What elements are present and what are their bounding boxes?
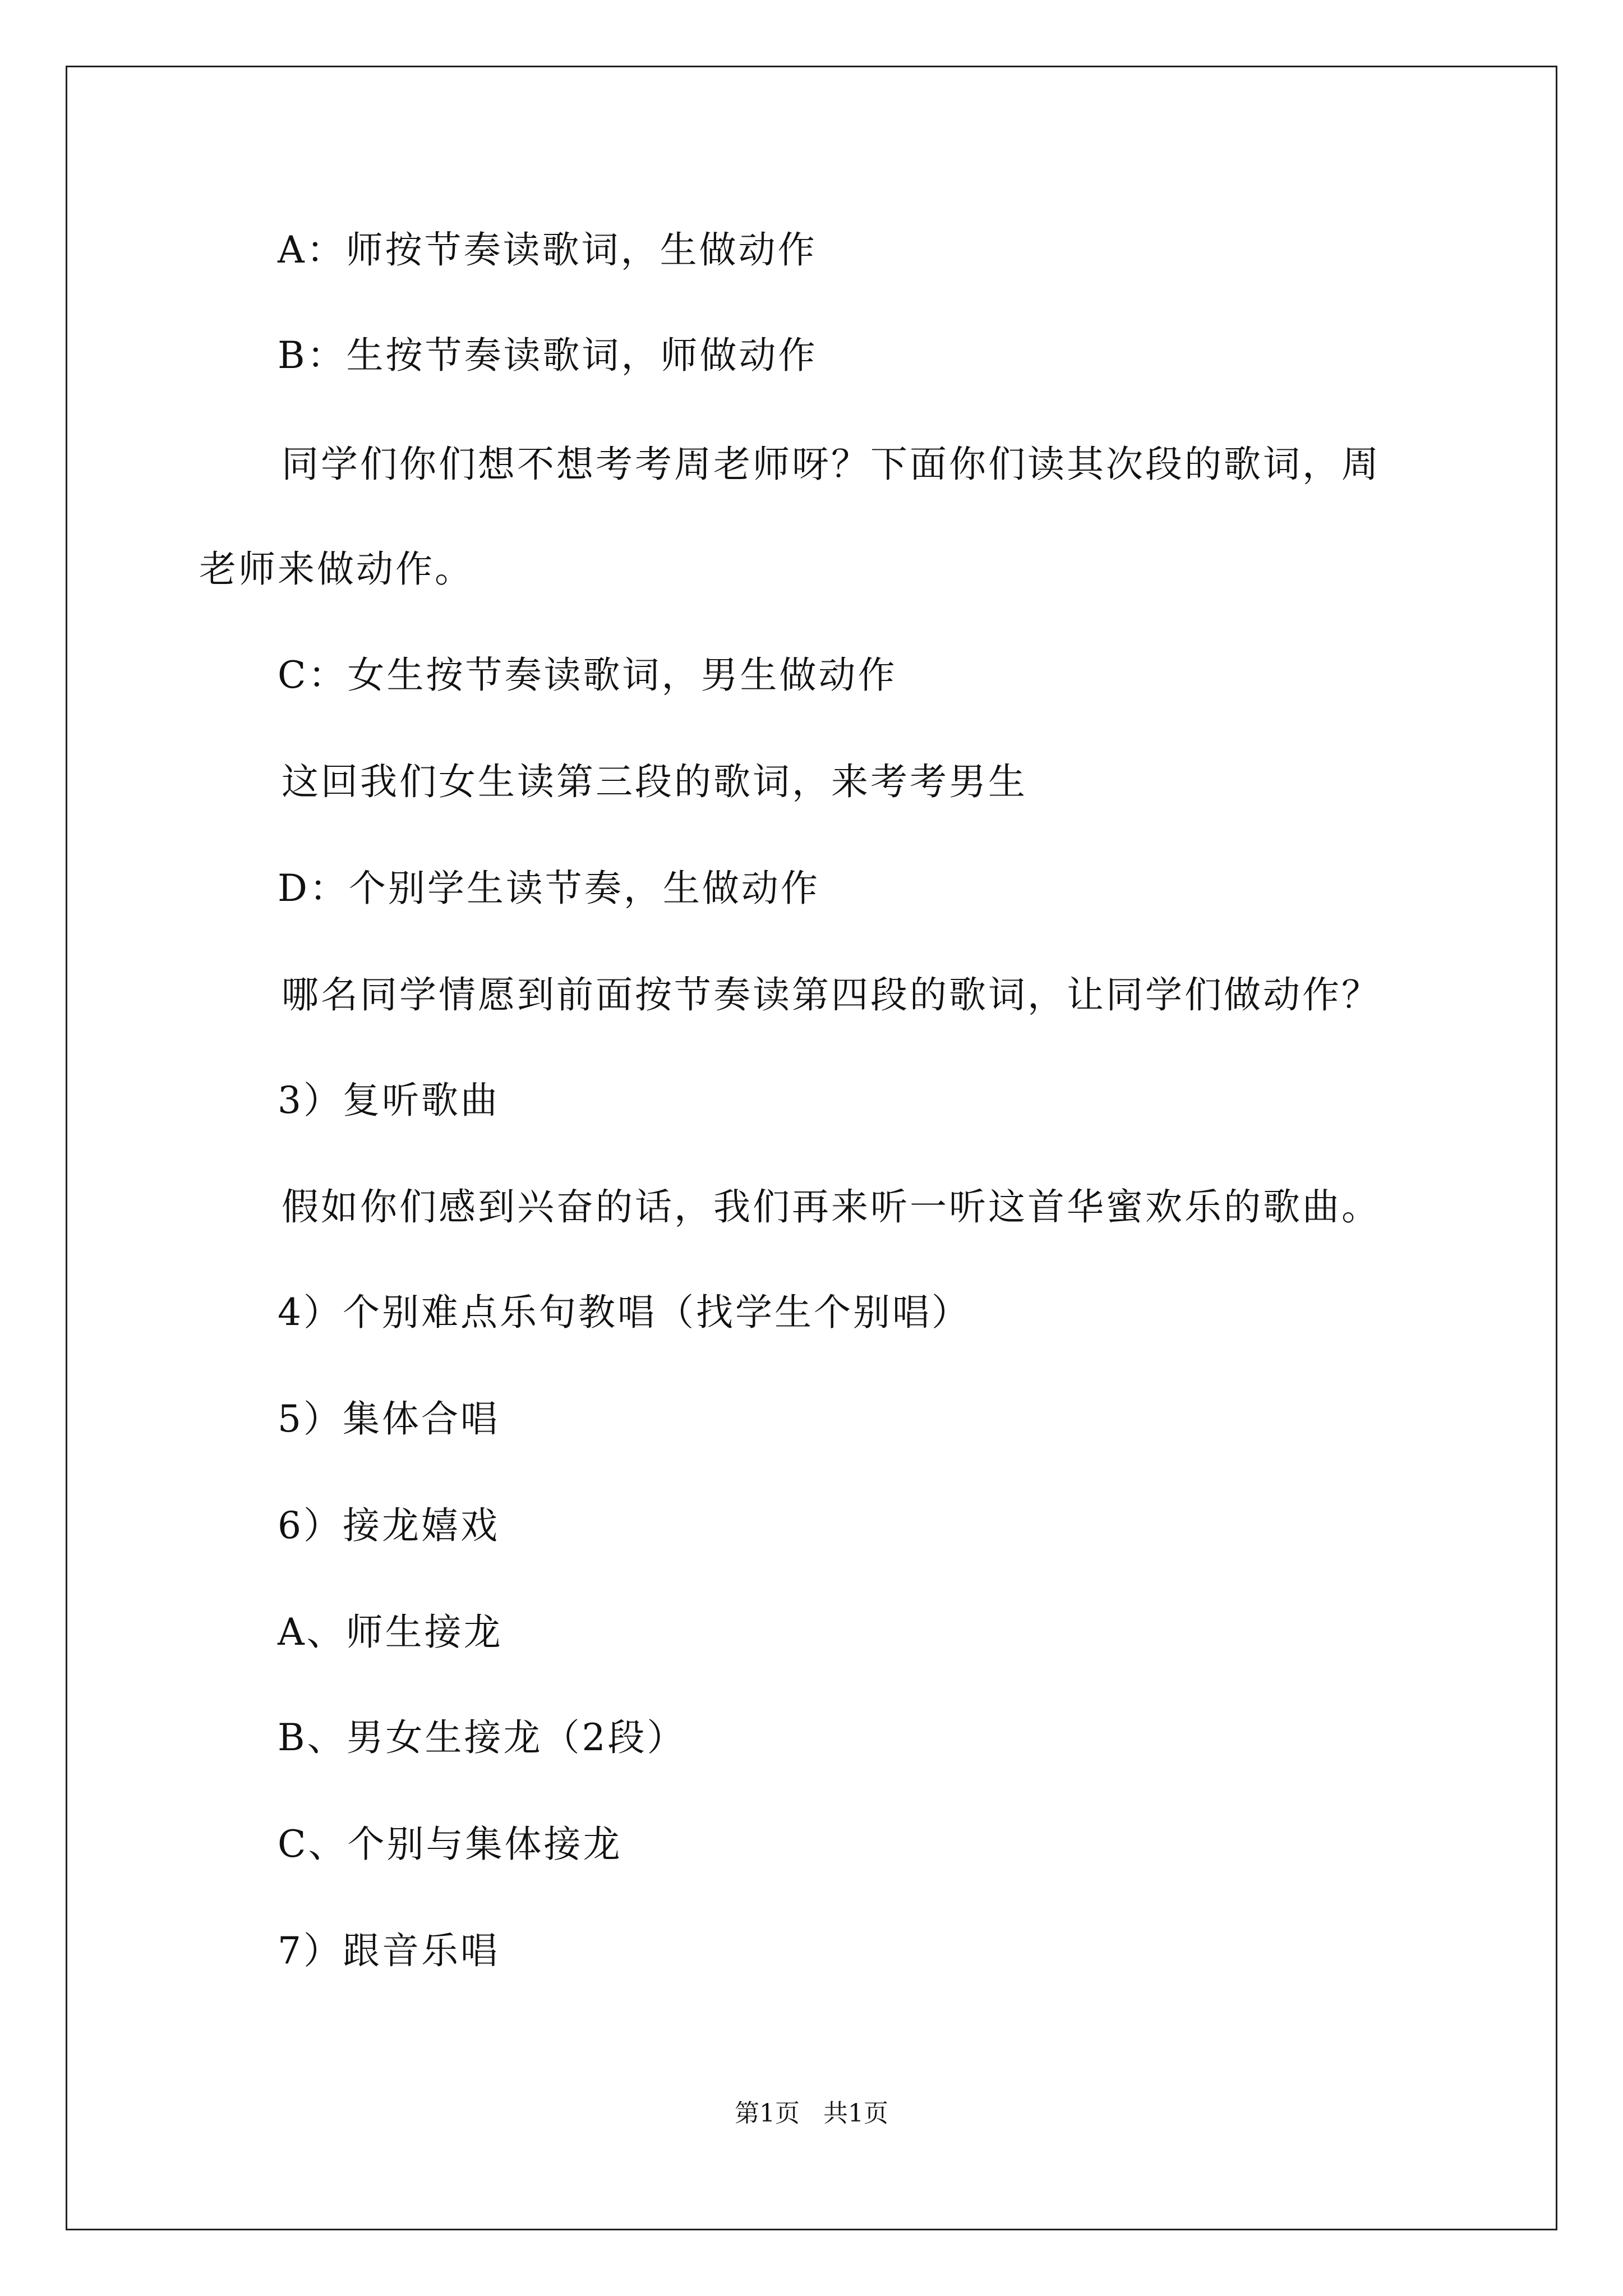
page-footer: 第1页 共1页 <box>735 2099 888 2128</box>
text-line: 6）接龙嬉戏 <box>278 1504 500 1547</box>
text-line: 4）个别难点乐句教唱（找学生个别唱） <box>278 1291 971 1334</box>
text-line: A：师按节奏读歌词，生做动作 <box>278 228 817 272</box>
text-line: C、个别与集体接龙 <box>278 1823 623 1866</box>
text-line: D：个别学生读节奏，生做动作 <box>278 867 820 910</box>
text-line: B：生按节奏读歌词，师做动作 <box>278 334 818 377</box>
text-line: 同学们你们想不想考考周老师呀？下面你们读其次段的歌词，周 <box>282 443 1381 486</box>
text-line: 这回我们女生读第三段的歌词，来考考男生 <box>282 760 1027 803</box>
text-line: B、男女生接龙（2段） <box>278 1716 686 1759</box>
text-line: 假如你们感到兴奋的话，我们再来听一听这首华蜜欢乐的歌曲。 <box>282 1185 1381 1228</box>
text-line: 3）复听歌曲 <box>278 1079 500 1122</box>
text-line: C：女生按节奏读歌词，男生做动作 <box>278 654 897 697</box>
text-line: 哪名同学情愿到前面按节奏读第四段的歌词，让同学们做动作？ <box>282 973 1381 1016</box>
text-line: 7）跟音乐唱 <box>278 1929 500 1972</box>
text-line: 老师来做动作。 <box>199 547 474 591</box>
page-border <box>66 66 1557 2230</box>
text-line: A、师生接龙 <box>278 1611 503 1654</box>
text-line: 5）集体合唱 <box>278 1397 500 1441</box>
